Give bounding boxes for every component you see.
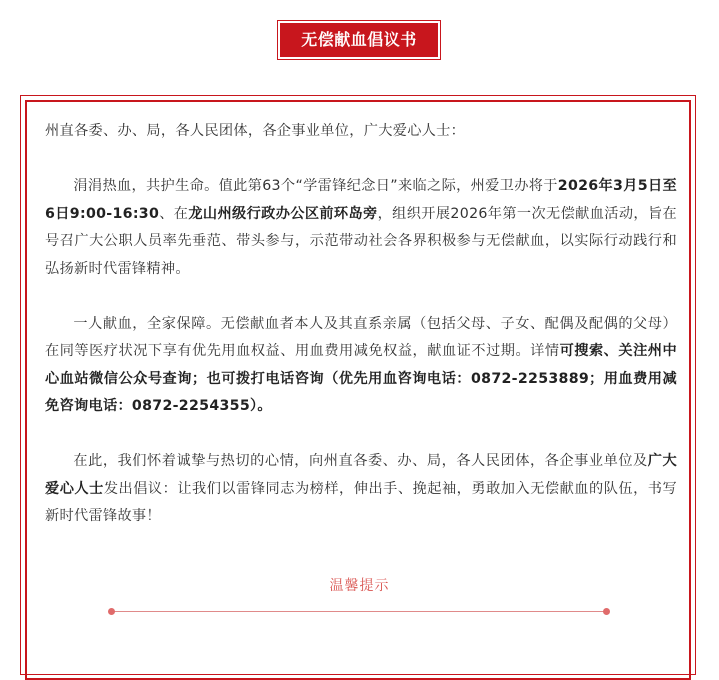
tip-divider-dot-left — [108, 608, 115, 615]
paragraph-activity-text-3: ，组织开展2026年第一次无偿献血活动，旨在号召广大公职人员率先垂范、带头参与，示范带动社会各界积极参与无偿献血，以实际行动践行和弘扬新时代雷锋精神。 — [45, 205, 677, 277]
salutation: 州直各委、办、局，各人民团体，各企事业单位，广大爱心人士： — [45, 123, 466, 139]
activity-location: 龙山州级行政办公区前环岛旁 — [188, 205, 378, 222]
paragraph-activity-text-1: 涓涓热血，共护生命。值此第63个“学雷锋纪念日”来临之际，州爱卫办将于 — [73, 178, 558, 194]
warm-tip-heading: 温馨提示 — [329, 578, 390, 594]
letter-content — [45, 118, 677, 558]
title-banner — [0, 20, 719, 60]
paragraph-benefits — [45, 311, 677, 421]
paragraph-appeal-text-2: 发出倡议：让我们以雷锋同志为榜样，伸出手、挽起袖，勇敢加入无偿献血的队伍，书写新时代雷锋故事！ — [45, 480, 677, 524]
activity-datetime: 2026年3月5日至6日9:00-16:30 — [45, 178, 677, 222]
paragraph-activity — [45, 173, 677, 283]
page-title: 无偿献血倡议书 — [280, 23, 438, 57]
paragraph-appeal — [45, 448, 677, 531]
title-box — [277, 20, 441, 60]
contact-info: 可搜索、关注州中心血站微信公众号查询；也可拨打电话咨询（优先用血咨询电话：0872-2253889；用血费用减免咨询电话：0872-2254355）。 — [45, 343, 677, 414]
paragraph-activity-text-2: 、在 — [159, 205, 189, 222]
tip-divider-line — [112, 611, 606, 612]
tip-divider-dot-right — [603, 608, 610, 615]
appeal-target: 广大爱心人士 — [45, 453, 677, 497]
paragraph-benefits-text-1: 一人献血，全家保障。无偿献血者本人及其直系亲属（包括父母、子女、配偶及配偶的父母）在同等医疗状况下享有优先用血权益、用血费用减免权益，献血证不过期。详情 — [45, 315, 677, 359]
paragraph-appeal-text-1: 在此，我们怀着诚挚与热切的心情，向州直各委、办、局，各人民团体，各企事业单位及 — [73, 453, 648, 469]
